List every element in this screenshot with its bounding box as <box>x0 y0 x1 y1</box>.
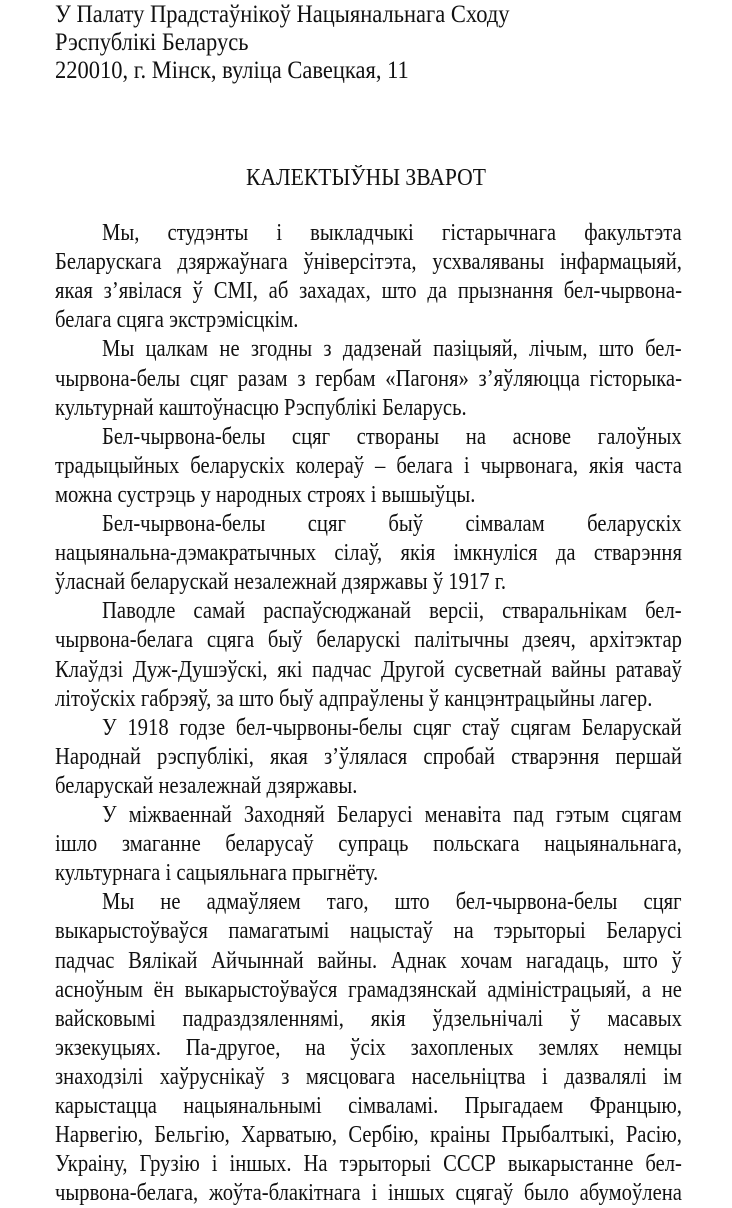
body-line: Паводле самай распаўсюджанай версіі, стваральнікам бел- <box>102 598 682 625</box>
body-line: выкарыстоўваўся памагатымі нацыстаў на тэрыторыі Беларусі <box>55 918 682 945</box>
body-line: чырвона-белага сцяга быў беларускі палітычны дзеяч, архітэктар <box>55 627 682 654</box>
body-line: культурнага і сацыяльнага прыгнёту. <box>55 860 379 887</box>
body-line: беларускай незалежнай дзяржавы. <box>55 772 358 799</box>
body-line: Мы, студэнты і выкладчыкі гістарычнага факультэта <box>102 220 682 246</box>
body-line: традыцыйных беларускіх колераў – белага і чырвонага, якія часта <box>55 452 682 479</box>
body-line: У 1918 годзе бел-чырвоны-белы сцяг стаў сцягам Беларускай <box>102 714 682 741</box>
body-line: Бел-чырвона-белы сцяг створаны на аснове галоўных <box>102 423 682 450</box>
body-line: вайсковымі падраздзяленнямі, якія ўдзельнічалі ў масавых <box>55 1005 682 1032</box>
body-line: Мы не адмаўляем таго, што бел-чырвона-белы сцяг <box>102 889 682 916</box>
body-line: чырвона-белы сцяг разам з гербам «Пагоня» з’яўляюцца гісторыка- <box>55 365 682 392</box>
address-line-3: 220010, г. Мінск, вуліца Савецкая, 11 <box>55 57 409 84</box>
body-line: Народнай рэспублікі, якая з’ўлялася спробай стварэння першай <box>55 743 682 770</box>
body-line: падчас Вялікай Айчыннай вайны. Аднак хочам нагадаць, што ў <box>55 947 682 974</box>
document-title: КАЛЕКТЫЎНЫ ЗВАРОТ <box>246 165 486 191</box>
body-line: знаходзілі хаўруснікаў з мясцовага насельніцтва і дазвалялі ім <box>55 1063 682 1090</box>
body-line: Нарвегію, Бельгію, Харватыю, Сербію, краіны Прыбалтыкі, Расію, <box>55 1122 682 1149</box>
body-line: якая з’явілася ў СМІ, аб захадах, што да прызнання бел-чырвона- <box>55 278 682 305</box>
body-line: чырвона-белага, жоўта-блакітнага і іншых сцягаў было абумоўлена <box>55 1180 682 1207</box>
address-line-2: Рэспублікі Беларусь <box>55 29 249 56</box>
body-line: Бел-чырвона-белы сцяг быў сімвалам беларускіх <box>102 511 682 537</box>
body-line: літоўскіх габрэяў, за што быў адпраўлены ў канцэнтрацыйны лагер. <box>55 685 653 712</box>
body-line: Беларускага дзяржаўнага ўніверсітэта, усхваляваны інфармацыяй, <box>55 249 682 276</box>
body-line: У міжваеннай Заходняй Беларусі менавіта пад гэтым сцягам <box>102 802 682 828</box>
body-line: белага сцяга экстрэмісцкім. <box>55 307 299 334</box>
body-line: асноўным ён выкарыстоўваўся грамадзянскай адміністрацыяй, а не <box>55 976 682 1003</box>
address-line-1: У Палату Прадстаўнікоў Нацыянальнага Сходу <box>55 1 510 28</box>
body-line: карыстацца нацыянальнымі сімваламі. Прыгадаем Францыю, <box>55 1093 682 1119</box>
body-line: экзекуцыях. Па-другое, на ўсіх захопленых землях немцы <box>55 1034 682 1061</box>
body-line: Украіну, Грузію і іншых. На тэрыторыі СССР выкарыстанне бел- <box>55 1151 682 1178</box>
body-line: Клаўдзі Дуж-Душэўскі, які падчас Другой сусветнай вайны ратаваў <box>55 656 682 683</box>
body-line: культурнай каштоўнасцю Рэспублікі Беларусь. <box>55 394 467 421</box>
body-line: ішло змаганне беларусаў супраць польскага нацыянальнага, <box>55 831 682 858</box>
body-line: можна сустрэць у народных строях і вышыўцы. <box>55 481 476 508</box>
body-line: ўласнай беларускай незалежнай дзяржавы ў 1917 г. <box>55 569 507 596</box>
body-line: Мы цалкам не згодны з дадзенай пазіцыяй, лічым, што бел- <box>102 336 682 363</box>
body-line: нацыянальна-дэмакратычных сілаў, якія імкнуліся да стварэння <box>55 540 682 567</box>
